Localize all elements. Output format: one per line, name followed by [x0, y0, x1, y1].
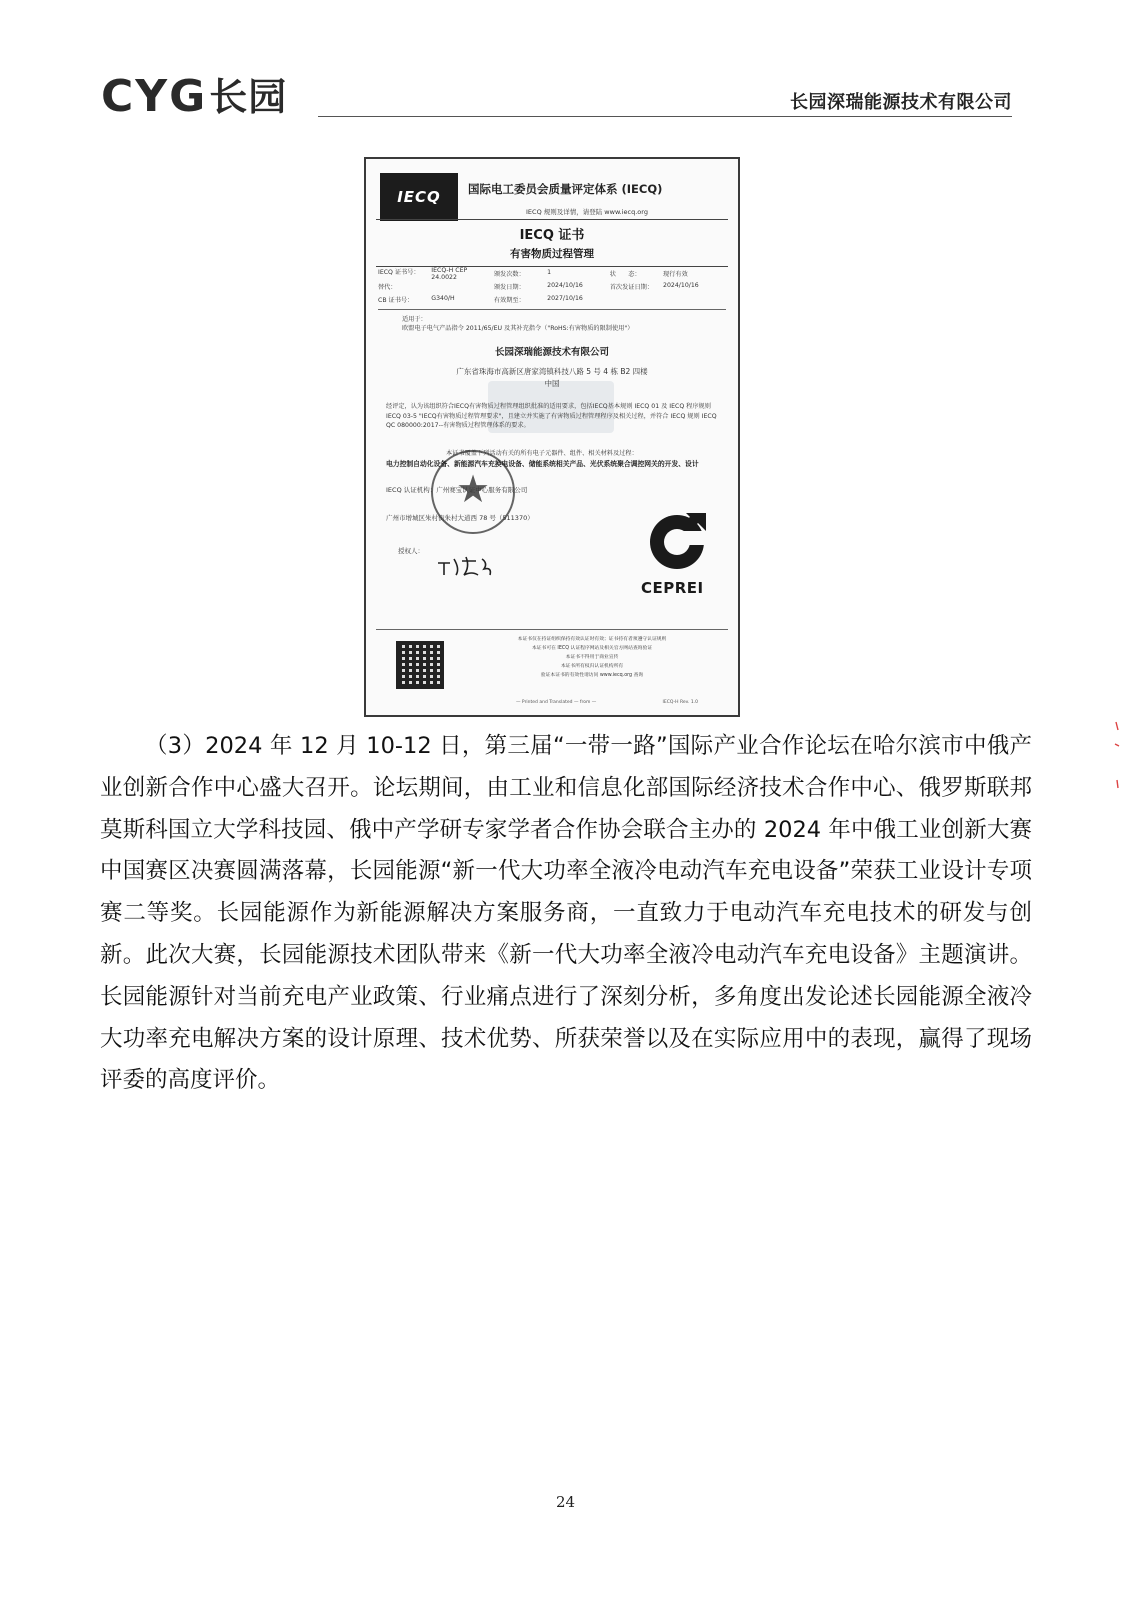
body-text: [100, 726, 1032, 1102]
footer-note: 本证书不得用于商业宣传: [565, 655, 619, 660]
footer-note: 本证书所有权归认证机构所有: [560, 664, 624, 669]
scope-text: 欧盟电子电气产品指令 2011/65/EU 及其补充指令（"RoHS:有害物质的限制使用"）: [402, 325, 634, 332]
footer-note: 本证书仅在持证组织保持有效认证时有效；证书持有者须遵守认证规则: [517, 637, 667, 642]
certificate-meta-table: [378, 267, 726, 310]
meta-first-issue-label: 首次发证日期：: [609, 284, 654, 291]
meta-replaces-label: 替代：: [378, 284, 397, 291]
certificate-system-title: 国际电工委员会质量评定体系 (IECQ): [468, 182, 663, 196]
products-intro: 本证书覆盖下列活动有关的所有电子元器件、组件、相关材料及过程：: [446, 450, 638, 457]
ceprei-text: CEPREI: [641, 579, 704, 597]
ceprei-logo-icon: [646, 507, 712, 573]
meta-cert-no-value: IECQ-H CEP 24.0022: [431, 266, 468, 281]
header-divider: [318, 116, 1012, 117]
cyg-logo: [101, 71, 288, 122]
meta-cb-label: CB 证书号：: [378, 297, 414, 304]
certificate-holder-name: 长园深瑞能源技术有限公司: [494, 347, 609, 358]
margin-marks: [1112, 720, 1124, 920]
meta-issue-count-value: 1: [547, 269, 552, 276]
iecq-logo: IECQ: [380, 173, 458, 221]
iecq-certificate: [364, 157, 740, 717]
certificate-scope: [402, 315, 718, 333]
cert-body-name: IECQ 认证机构：广州赛宝认证中心服务有限公司: [386, 486, 528, 494]
holder-country: 中国: [544, 379, 560, 388]
meta-issue-date-value: 2024/10/16: [547, 282, 583, 289]
footer-right-text: IECQ-H Rev. 1.0: [662, 700, 698, 705]
footer-note: 本证书可在 IECQ 认证程序网站及相关官方网站查询验证: [531, 646, 653, 651]
certificate-footer-notes: [466, 635, 718, 680]
meta-issue-count-label: 颁发次数：: [493, 271, 525, 278]
meta-valid-value: 2027/10/16: [547, 295, 583, 302]
meta-issue-date-label: 颁发日期：: [493, 284, 525, 291]
holder-address: 广东省珠海市高新区唐家湾镇科技八路 5 号 4 栋 B2 四楼: [456, 367, 648, 376]
certificate-holder-address-block: [376, 366, 728, 390]
certificate-footer-divider: [376, 629, 728, 630]
footer-note: 验证本证书的有效性请访问 www.iecq.org 查询: [540, 673, 644, 678]
scope-label: 适用于：: [402, 316, 427, 323]
meta-cb-value: G340/H: [431, 295, 455, 302]
logo-cjk-text: 长园: [209, 75, 288, 119]
qr-code: [396, 641, 444, 689]
seal-star-icon: ★: [455, 467, 491, 511]
footer-left-text: — Printed and Translated — from —: [516, 700, 597, 705]
products-scope: 电力控制自动化设备、新能源汽车充换电设备、储能系统相关产品、光伏系统聚合调控网关的开发、设计: [386, 460, 699, 468]
meta-valid-label: 有效期至：: [493, 297, 525, 304]
cert-body-address: 广州市增城区朱村街朱村大道西 78 号（511370）: [386, 514, 534, 522]
meta-first-issue-value: 2024/10/16: [663, 282, 699, 289]
logo-latin-text: CYG: [101, 71, 208, 122]
body-paragraph: （3）2024 年 12 月 10-12 日，第三届“一带一路”国际产业合作论坛在哈尔滨市中俄产业创新合作中心盛大召开。论坛期间，由工业和信息化部国际经济技术合作中心、俄罗斯联邦莫斯科国立大学科技园、俄中产学研专家学者合作协会联合主办的 2024 年中俄工业创新大赛中国赛区决赛圆满落幕，长园能源“新一代大功率全液冷电动汽车充电设备”荣获工业设计专项赛二等奖。长园能源作为新能源解决方案服务商，一直致力于电动汽车充电技术的研发与创新。此次大赛，长园能源技术团队带来《新一代大功率全液冷电动汽车充电设备》主题演讲。长园能源针对当前充电产业政策、行业痛点进行了深刻分析，多角度出发论述长园能源全液冷大功率充电解决方案的设计原理、技术优势、所获荣誉以及在实际应用中的表现，赢得了现场评委的高度评价。: [100, 733, 1032, 1094]
header-company-name: 长园深瑞能源技术有限公司: [790, 92, 1012, 113]
certificate-website-line: IECQ 规则及详情，请登陆 www.iecq.org: [526, 208, 648, 216]
certificate-subtitle: 有害物质过程管理: [510, 248, 594, 260]
meta-status-label: 状 态：: [609, 271, 641, 278]
signature-graphic: [436, 553, 506, 577]
authorised-label: 授权人：: [398, 547, 424, 555]
certificate-body-text: 经评定，认为该组织符合IECQ有害物质过程管理组织批准的适用要求，包括IECQ基本规则 IECQ 01 及 IECQ 程序规则 IECQ 03-5 "IECQ有害物质过程管理要求"，且建立并实施了有害物质过程管理程序及相关过程，并符合 IECQ 规则 IECQ QC 080000:2017--有害物质过程管理体系的要求。: [386, 403, 717, 429]
page-number: 24: [555, 1493, 576, 1511]
certificate-title: IECQ 证书: [519, 228, 585, 243]
meta-status-value: 现行有效: [663, 271, 688, 278]
meta-cert-no-label: IECQ 证书号：: [378, 268, 420, 276]
certificate-title-box: [376, 219, 728, 267]
